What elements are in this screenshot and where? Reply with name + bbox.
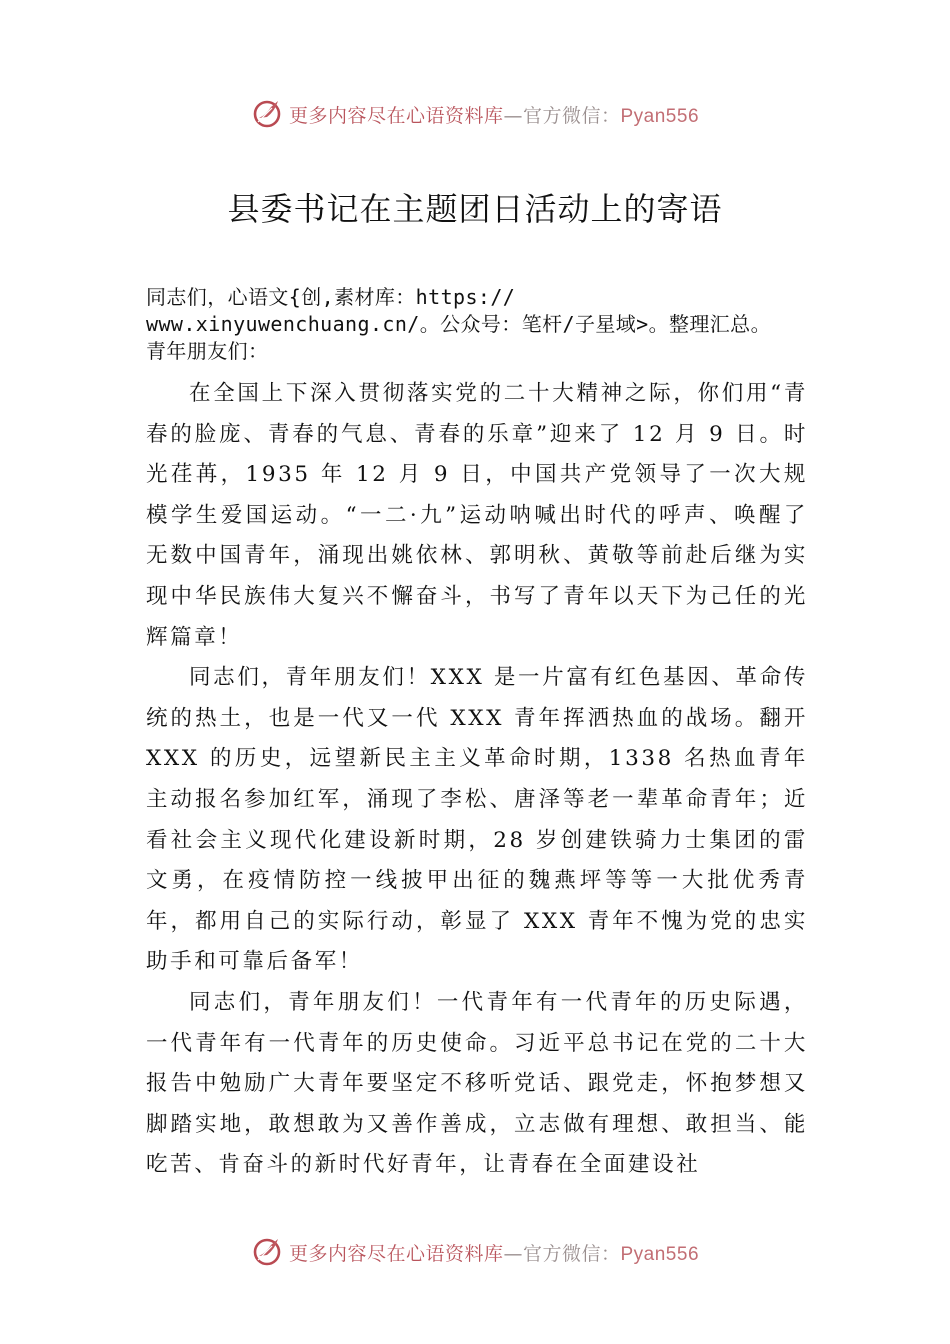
watermark-site: 更多内容尽在心语资料库: [288, 1242, 504, 1265]
watermark-site: 更多内容尽在心语资料库: [288, 104, 504, 127]
watermark-banner-top: [0, 94, 950, 134]
watermark-label: —官方微信：: [503, 1242, 621, 1265]
paragraph-2: 同志们，青年朋友们！XXX 是一片富有红色基因、革命传统的热土，也是一代又一代 XXX 青年挥洒热血的战场。翻开 XXX 的历史，远望新民主主义革命时期，1338 名热血青年主动报名参加红军，涌现了李松、唐泽等老一辈革命青年；近看社会主义现代化建设新时期，28 岁创建铁骑力士集团的雷文勇，在疫情防控一线披甲出征的魏燕坪等等一大批优秀青年，都用自己的实际行动，彰显了 XXX 青年不愧为党的忠实助手和可靠后备军！: [146, 665, 808, 975]
intro-line-2: www.xinyuwenchuang.cn/。公众号：笔杆/子星域>。整理汇总。: [146, 312, 771, 336]
watermark-wechat-id: Pyan556: [620, 105, 700, 127]
watermark-text: [289, 101, 699, 128]
watermark-text: [289, 1239, 699, 1266]
document-title: 县委书记在主题团日活动上的寄语: [227, 190, 723, 228]
watermark-banner-bottom: [0, 1232, 950, 1272]
watermark-label: —官方微信：: [503, 104, 621, 127]
document-body: [146, 374, 808, 1186]
quill-logo-icon: [251, 97, 285, 131]
intro-block: [146, 284, 906, 365]
intro-line-3: 青年朋友们：: [146, 339, 269, 363]
quill-logo-icon: [251, 1235, 285, 1269]
intro-line-1: 同志们，心语文{创,素材库：https://: [146, 285, 516, 309]
paragraph-1: 在全国上下深入贯彻落实党的二十大精神之际，你们用“青春的脸庞、青春的气息、青春的乐章”迎来了 12 月 9 日。时光荏苒，1935 年 12 月 9 日，中国共产党领导了一次大规模学生爱国运动。“一二·九”运动呐喊出时代的呼声、唤醒了无数中国青年，涌现出姚依林、郭明秋、黄敬等前赴后继为实现中华民族伟大复兴不懈奋斗，书写了青年以天下为己任的光辉篇章！: [146, 381, 808, 650]
paragraph-3: 同志们，青年朋友们！一代青年有一代青年的历史际遇，一代青年有一代青年的历史使命。习近平总书记在党的二十大报告中勉励广大青年要坚定不移听党话、跟党走，怀抱梦想又脚踏实地，敢想敢为又善作善成，立志做有理想、敢担当、能吃苦、肯奋斗的新时代好青年，让青春在全面建设社: [146, 989, 808, 1178]
watermark-wechat-id: Pyan556: [620, 1243, 700, 1265]
